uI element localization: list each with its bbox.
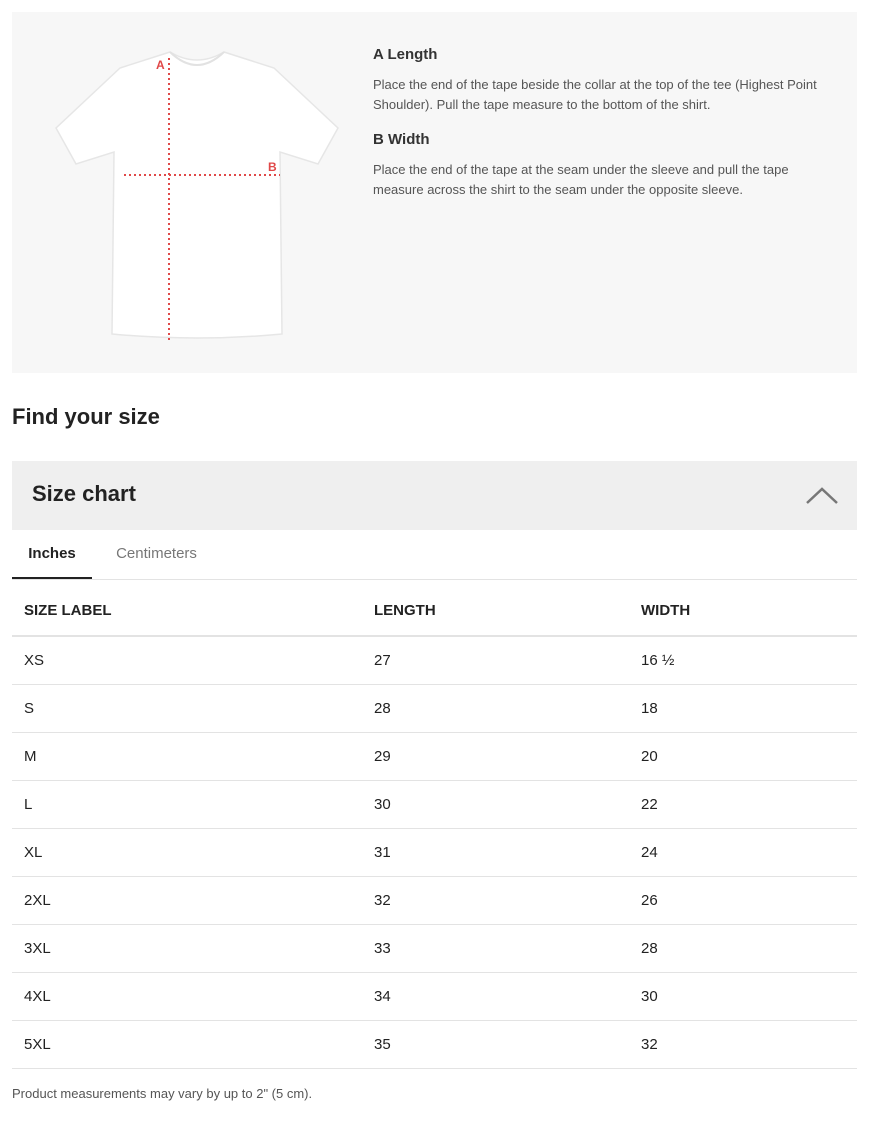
column-header-width: WIDTH — [629, 585, 857, 636]
width-cell: 20 — [629, 733, 857, 781]
length-cell: 29 — [362, 733, 629, 781]
measurement-instructions — [373, 42, 833, 216]
width-cell: 24 — [629, 829, 857, 877]
table-row — [12, 685, 857, 733]
column-header-size-label: SIZE LABEL — [12, 585, 362, 636]
measurement-note: Product measurements may vary by up to 2" (5 cm). — [12, 1086, 313, 1101]
width-cell: 26 — [629, 877, 857, 925]
length-cell: 32 — [362, 877, 629, 925]
width-cell: 22 — [629, 781, 857, 829]
table-row — [12, 781, 857, 829]
column-header-length: LENGTH — [362, 585, 629, 636]
table-row — [12, 829, 857, 877]
marker-a: A — [156, 58, 165, 72]
length-cell: 30 — [362, 781, 629, 829]
find-size-heading: Find your size — [12, 404, 160, 429]
width-cell: 18 — [629, 685, 857, 733]
size-chart-title: Size chart — [32, 481, 136, 506]
unit-tabs — [12, 530, 857, 580]
size-cell: 2XL — [12, 877, 362, 925]
size-chart-header[interactable] — [12, 461, 857, 530]
length-cell: 34 — [362, 973, 629, 1021]
table-row — [12, 733, 857, 781]
tab-inches[interactable]: Inches — [12, 530, 92, 579]
size-cell: M — [12, 733, 362, 781]
length-cell: 31 — [362, 829, 629, 877]
size-cell: 5XL — [12, 1021, 362, 1069]
size-cell: XL — [12, 829, 362, 877]
tab-centimeters[interactable]: Centimeters — [116, 545, 197, 562]
size-cell: L — [12, 781, 362, 829]
table-row — [12, 925, 857, 973]
size-cell: 3XL — [12, 925, 362, 973]
length-cell: 33 — [362, 925, 629, 973]
length-cell: 28 — [362, 685, 629, 733]
width-cell: 28 — [629, 925, 857, 973]
marker-b: B — [268, 160, 277, 174]
table-row — [12, 636, 857, 685]
width-description: Place the end of the tape at the seam under the sleeve and pull the tape measure across the shirt to the seam under the opposite sleeve. — [373, 162, 789, 197]
width-title: B Width — [373, 131, 430, 148]
width-cell: 32 — [629, 1021, 857, 1069]
width-cell: 30 — [629, 973, 857, 1021]
table-row — [12, 1021, 857, 1069]
chevron-up-icon[interactable] — [805, 485, 839, 505]
length-description: Place the end of the tape beside the collar at the top of the tee (Highest Point Shoulder). Pull the tape measure to the bottom of the shirt. — [373, 77, 817, 112]
size-cell: XS — [12, 636, 362, 685]
length-cell: 35 — [362, 1021, 629, 1069]
length-title: A Length — [373, 46, 438, 63]
tshirt-diagram — [52, 42, 342, 352]
width-cell: 16 ½ — [629, 636, 857, 685]
table-header-row — [12, 585, 857, 636]
size-cell: 4XL — [12, 973, 362, 1021]
size-table — [12, 585, 857, 1069]
table-row — [12, 973, 857, 1021]
table-row — [12, 877, 857, 925]
measurement-guide — [12, 12, 857, 373]
length-cell: 27 — [362, 636, 629, 685]
tshirt-shape — [56, 52, 338, 338]
size-cell: S — [12, 685, 362, 733]
